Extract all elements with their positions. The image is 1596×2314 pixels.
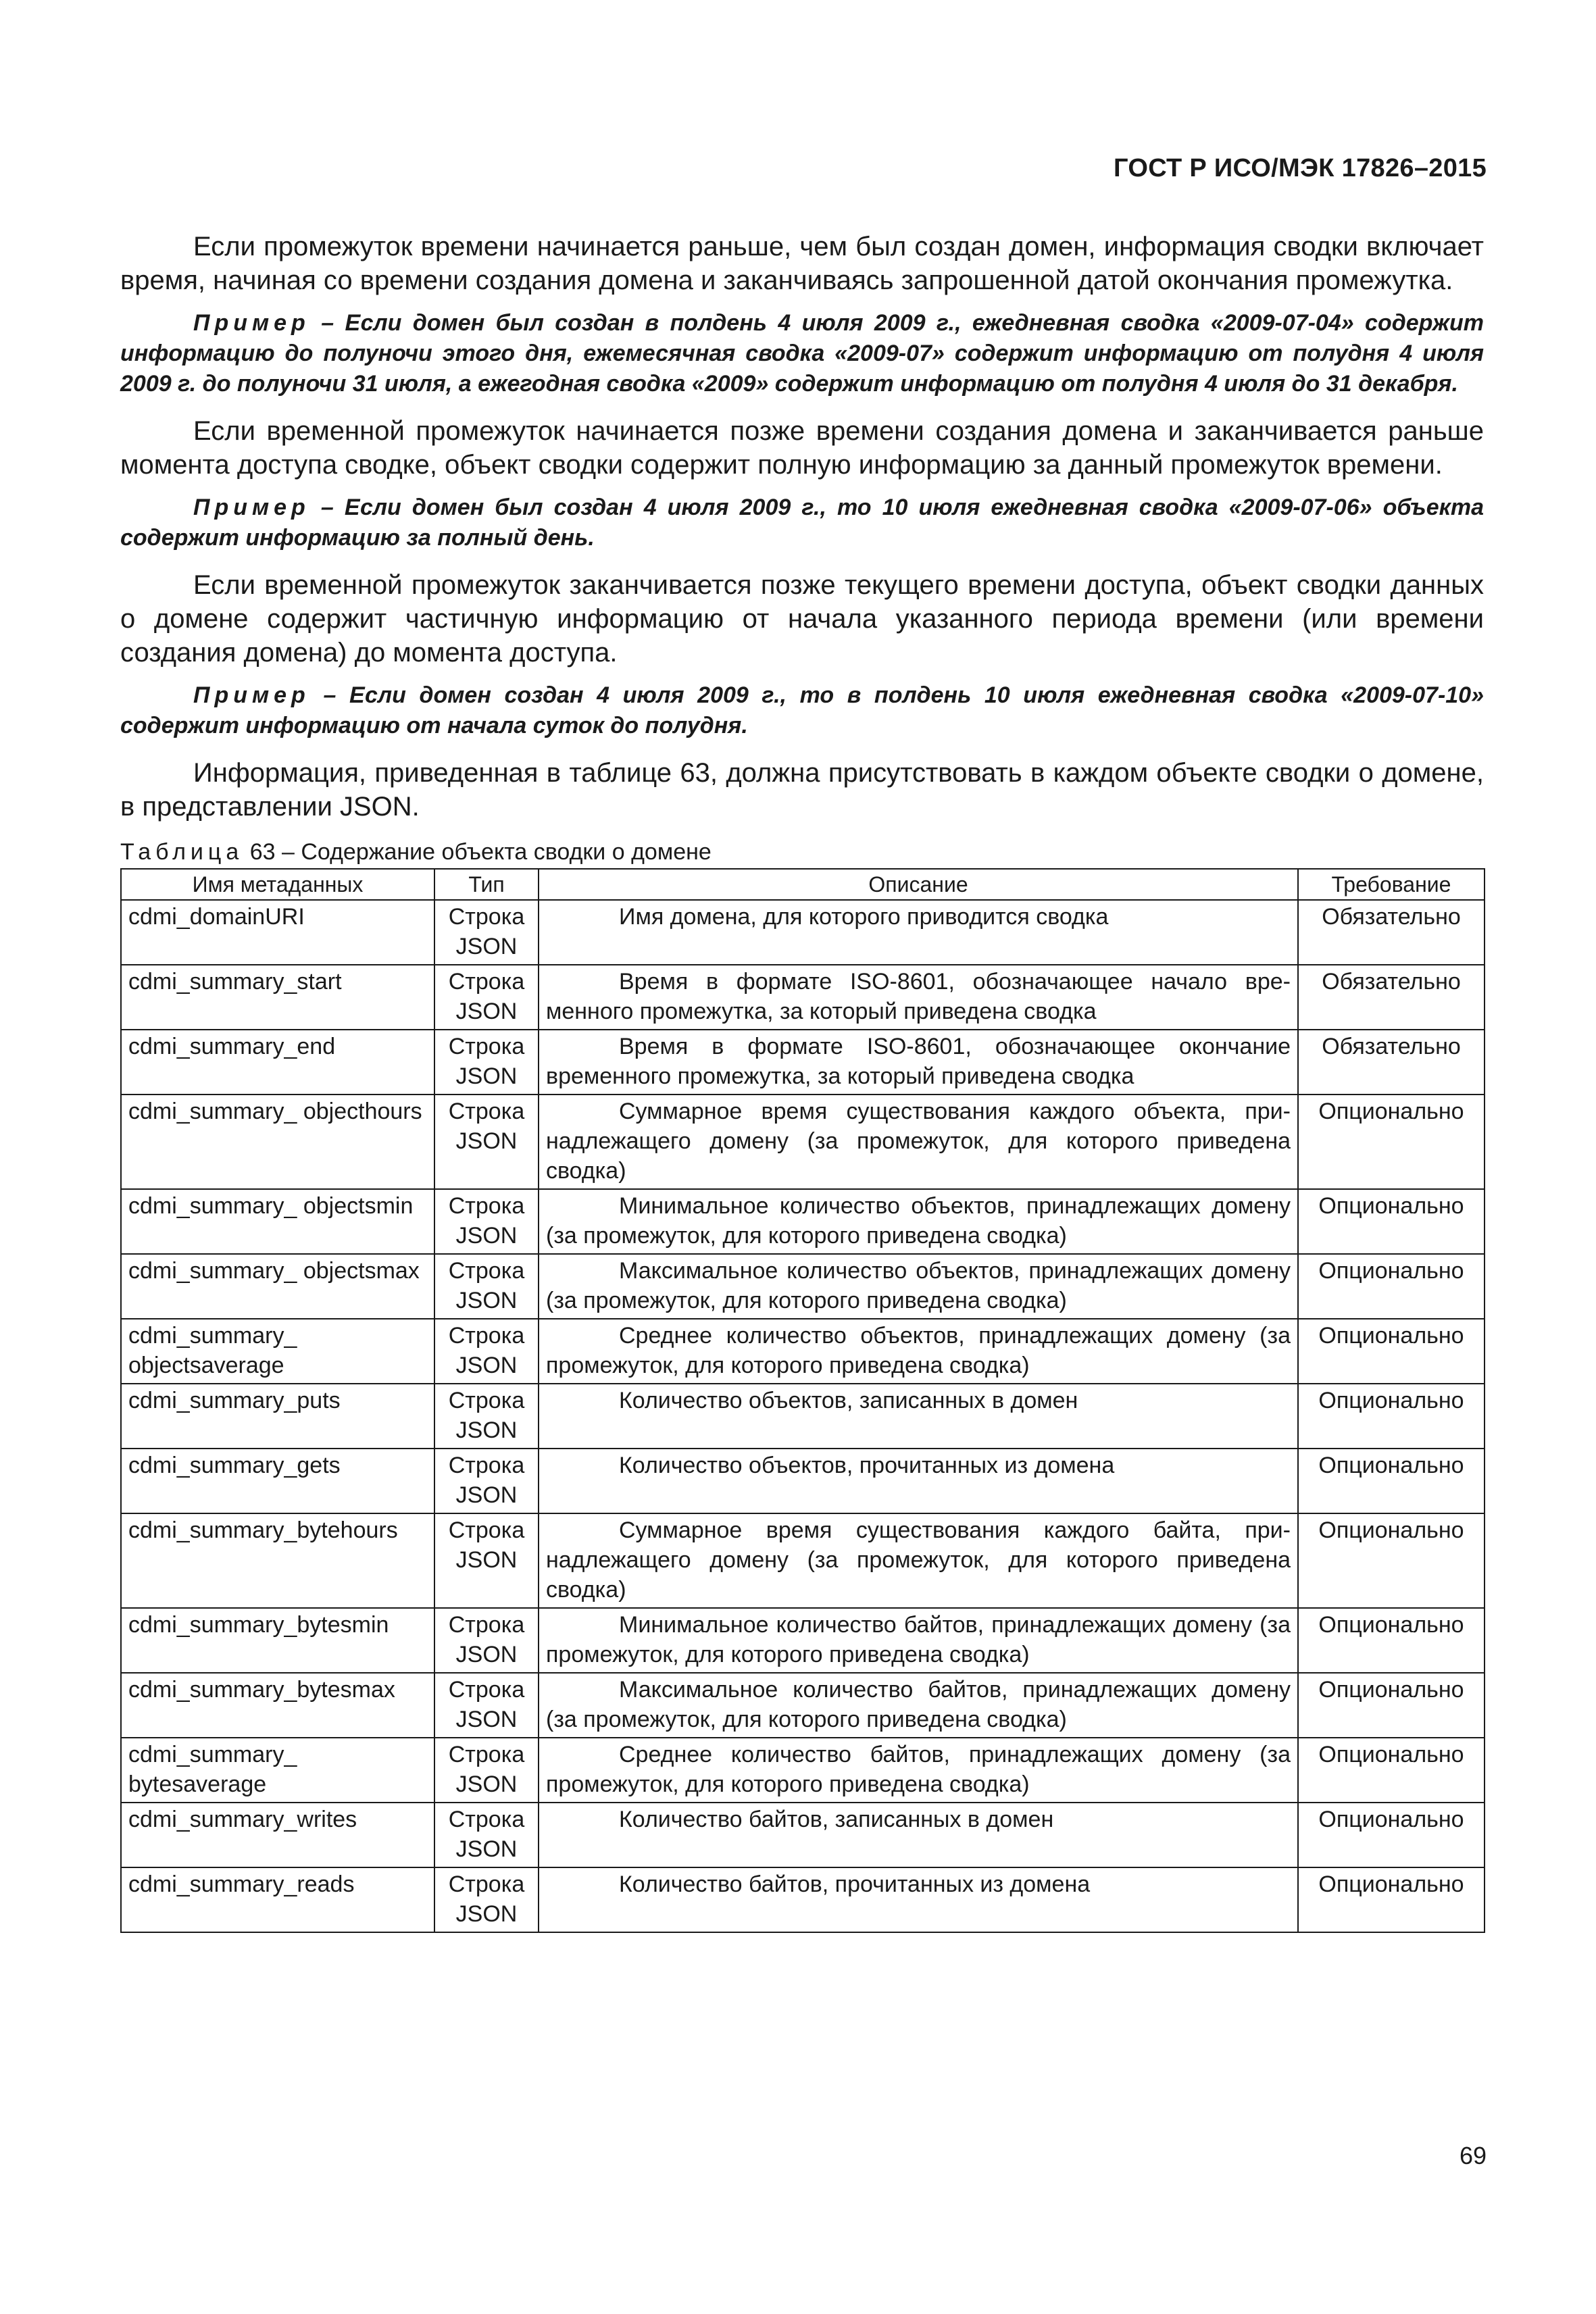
header-name: Имя метаданных — [121, 869, 434, 900]
cell-description: Количество объектов, записанных в домен — [539, 1384, 1298, 1449]
table-row — [121, 1513, 1485, 1608]
cell-type: Строка JSON — [434, 1189, 539, 1254]
example-3-lead: Пример — [193, 682, 310, 708]
paragraph-2: Если временной промежуток начинается позже времени создания домена и заканчивается раньше момента доступа сводке, объект сводки содержит полную информацию за данный промежуток времени. — [120, 416, 1484, 480]
cell-requirement: Опционально — [1298, 1513, 1485, 1608]
cell-requirement: Опционально — [1298, 1254, 1485, 1319]
cell-requirement: Опционально — [1298, 1673, 1485, 1738]
table-row — [121, 1189, 1485, 1254]
cell-name: cdmi_summary_ objecthours — [121, 1095, 434, 1189]
cell-requirement: Опционально — [1298, 1095, 1485, 1189]
example-2-lead: Пример — [193, 495, 310, 520]
cell-description: Максимальное количество байтов, принадлежащих домену (за промежуток, для которого приведена сводка) — [539, 1673, 1298, 1738]
cell-requirement: Обязательно — [1298, 900, 1485, 965]
cell-description: Количество байтов, прочитанных из домена — [539, 1867, 1298, 1932]
cell-name: cdmi_summary_bytesmin — [121, 1608, 434, 1673]
cell-requirement: Опционально — [1298, 1319, 1485, 1384]
cell-type: Строка JSON — [434, 1673, 539, 1738]
header-description: Описание — [539, 869, 1298, 900]
cell-type: Строка JSON — [434, 1608, 539, 1673]
standard-header: ГОСТ Р ИСО/МЭК 17826–2015 — [1114, 154, 1487, 182]
cell-type: Строка JSON — [434, 1867, 539, 1932]
table-row — [121, 1867, 1485, 1932]
cell-requirement: Обязательно — [1298, 965, 1485, 1030]
cell-description: Имя домена, для которого приводится сводка — [539, 900, 1298, 965]
table-caption-lead: Таблица — [120, 839, 244, 865]
metadata-table — [120, 868, 1485, 1933]
cell-type: Строка JSON — [434, 1254, 539, 1319]
cell-description: Минимальное количество объектов, принадлежащих домену (за промежуток, для которого приведена сводка) — [539, 1189, 1298, 1254]
cell-type: Строка JSON — [434, 1803, 539, 1867]
cell-type: Строка JSON — [434, 1513, 539, 1608]
example-1 — [120, 308, 1484, 399]
cell-description: Количество объектов, прочитанных из домена — [539, 1449, 1298, 1513]
cell-requirement: Опционально — [1298, 1384, 1485, 1449]
cell-name: cdmi_summary_bytesmax — [121, 1673, 434, 1738]
table-row — [121, 1449, 1485, 1513]
cell-description: Среднее количество объектов, принадлежащих домену (за промежуток, для которого приведена сводка) — [539, 1319, 1298, 1384]
cell-name: cdmi_summary_bytehours — [121, 1513, 434, 1608]
cell-type: Строка JSON — [434, 1095, 539, 1189]
paragraph-3: Если временной промежуток заканчивается позже текущего времени доступа, объект сводки данных о домене содержит частичную информацию от начала указанного периода времени (или времени создания домена) до момента доступа. — [120, 570, 1484, 668]
cell-type: Строка JSON — [434, 1030, 539, 1095]
cell-description: Суммарное время существования каждого байта, принадлежащего домену (за промежуток, для которого приведена сводка) — [539, 1513, 1298, 1608]
cell-type: Строка JSON — [434, 900, 539, 965]
cell-name: cdmi_summary_ objectsmax — [121, 1254, 434, 1319]
cell-name: cdmi_summary_reads — [121, 1867, 434, 1932]
table-row — [121, 1608, 1485, 1673]
header-requirement: Требование — [1298, 869, 1485, 900]
cell-requirement: Обязательно — [1298, 1030, 1485, 1095]
cell-type: Строка JSON — [434, 965, 539, 1030]
example-1-lead: Пример — [193, 310, 310, 336]
table-row — [121, 1095, 1485, 1189]
cell-requirement: Опционально — [1298, 1449, 1485, 1513]
cell-description: Время в формате ISO-8601, обозначающее начало временного промежутка, за который приведена сводка — [539, 965, 1298, 1030]
table-caption — [120, 838, 1484, 865]
cell-name: cdmi_summary_ objectsmin — [121, 1189, 434, 1254]
paragraph-1: Если промежуток времени начинается раньше, чем был создан домен, информация сводки включает время, начиная со времени создания домена и заканчиваясь запрошенной датой окончания промежутка. — [120, 232, 1484, 295]
table-row — [121, 965, 1485, 1030]
table-row — [121, 1673, 1485, 1738]
cell-type: Строка JSON — [434, 1449, 539, 1513]
cell-description: Суммарное время существования каждого объекта, принадлежащего домену (за промежуток, для которого приведена сводка) — [539, 1095, 1298, 1189]
cell-name: cdmi_summary_puts — [121, 1384, 434, 1449]
paragraph-4: Информация, приведенная в таблице 63, должна присутствовать в каждом объекте сводки о домене, в представлении JSON. — [120, 758, 1484, 822]
table-row — [121, 900, 1485, 965]
example-3 — [120, 680, 1484, 741]
example-3-text: – Если домен создан 4 июля 2009 г., то в полдень 10 июля ежедневная сводка «2009-07-10» содержит информацию от начала суток до полудня. — [120, 682, 1484, 738]
table-caption-text: 63 – Содержание объекта сводки о домене — [243, 839, 712, 865]
cell-name: cdmi_domainURI — [121, 900, 434, 965]
table-row — [121, 1254, 1485, 1319]
page-content — [120, 230, 1484, 1933]
table-row — [121, 1384, 1485, 1449]
cell-name: cdmi_summary_ objectsaverage — [121, 1319, 434, 1384]
header-type: Тип — [434, 869, 539, 900]
example-1-text: – Если домен был создан в полдень 4 июля 2009 г., ежедневная сводка «2009-07-04» содержит информацию до полуночи этого дня, ежемесячная сводка «2009-07» содержит информацию от полудня 4 июля 2009 г. до полуночи 31 июля, а ежегодная сводка «2009» содержит информацию от полудня 4 июля до 31 декабря. — [120, 310, 1484, 397]
table-row — [121, 1030, 1485, 1095]
cell-name: cdmi_summary_start — [121, 965, 434, 1030]
table-row — [121, 1803, 1485, 1867]
table-header-row — [121, 869, 1485, 900]
cell-requirement: Опционально — [1298, 1608, 1485, 1673]
cell-requirement: Опционально — [1298, 1189, 1485, 1254]
cell-requirement: Опционально — [1298, 1738, 1485, 1803]
cell-requirement: Опционально — [1298, 1803, 1485, 1867]
table-row — [121, 1319, 1485, 1384]
table-row — [121, 1738, 1485, 1803]
cell-name: cdmi_summary_end — [121, 1030, 434, 1095]
example-2-text: – Если домен был создан 4 июля 2009 г., то 10 июля ежедневная сводка «2009-07-06» объекта содержит информацию за полный день. — [120, 495, 1484, 551]
cell-type: Строка JSON — [434, 1319, 539, 1384]
table-body — [121, 900, 1485, 1932]
cell-description: Время в формате ISO-8601, обозначающее окончание временного промежутка, за который приведена сводка — [539, 1030, 1298, 1095]
cell-description: Минимальное количество байтов, принадлежащих домену (за промежуток, для которого приведена сводка) — [539, 1608, 1298, 1673]
cell-name: cdmi_summary_gets — [121, 1449, 434, 1513]
cell-description: Максимальное количество объектов, принадлежащих домену (за промежуток, для которого приведена сводка) — [539, 1254, 1298, 1319]
cell-description: Среднее количество байтов, принадлежащих домену (за промежуток, для которого приведена сводка) — [539, 1738, 1298, 1803]
cell-type: Строка JSON — [434, 1384, 539, 1449]
page-number: 69 — [1459, 2142, 1487, 2169]
cell-requirement: Опционально — [1298, 1867, 1485, 1932]
cell-description: Количество байтов, записанных в домен — [539, 1803, 1298, 1867]
cell-name: cdmi_summary_writes — [121, 1803, 434, 1867]
cell-type: Строка JSON — [434, 1738, 539, 1803]
example-2 — [120, 493, 1484, 553]
cell-name: cdmi_summary_ bytesaverage — [121, 1738, 434, 1803]
